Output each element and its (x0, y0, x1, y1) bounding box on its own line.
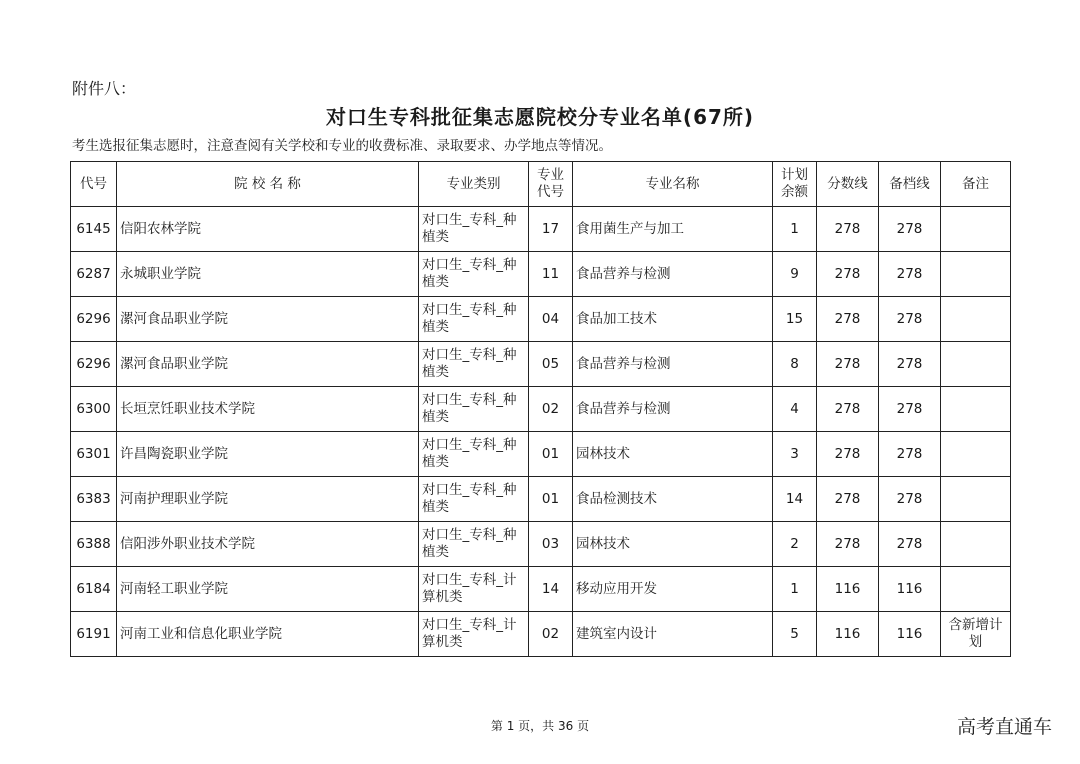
cell-category: 对口生_专科_种植类 (419, 387, 529, 432)
cell-major-code: 01 (529, 432, 573, 477)
cell-major-code: 04 (529, 297, 573, 342)
cell-school: 许昌陶瓷职业学院 (117, 432, 419, 477)
table-row (71, 612, 1011, 657)
cell-file-line: 278 (879, 207, 941, 252)
cell-remark (941, 522, 1011, 567)
cell-category: 对口生_专科_种植类 (419, 297, 529, 342)
cell-code: 6296 (71, 297, 117, 342)
cell-school: 漯河食品职业学院 (117, 342, 419, 387)
col-header-major-name: 专业名称 (573, 162, 773, 207)
table-header-row (71, 162, 1011, 207)
cell-major-name: 食品营养与检测 (573, 342, 773, 387)
cell-category: 对口生_专科_种植类 (419, 342, 529, 387)
cell-remaining: 8 (773, 342, 817, 387)
cell-code: 6191 (71, 612, 117, 657)
cell-remark (941, 477, 1011, 522)
cell-major-code: 02 (529, 387, 573, 432)
cell-score: 116 (817, 612, 879, 657)
cell-score: 278 (817, 207, 879, 252)
cell-code: 6388 (71, 522, 117, 567)
cell-major-code: 02 (529, 612, 573, 657)
cell-file-line: 278 (879, 342, 941, 387)
table-row (71, 342, 1011, 387)
cell-major-name: 园林技术 (573, 522, 773, 567)
cell-school: 长垣烹饪职业技术学院 (117, 387, 419, 432)
cell-major-name: 食用菌生产与加工 (573, 207, 773, 252)
table-row (71, 387, 1011, 432)
cell-remaining: 5 (773, 612, 817, 657)
table-row (71, 477, 1011, 522)
cell-code: 6287 (71, 252, 117, 297)
cell-file-line: 278 (879, 432, 941, 477)
brand-watermark-text: 高考直通车 (956, 716, 1052, 738)
cell-major-name: 园林技术 (573, 432, 773, 477)
cell-remark (941, 567, 1011, 612)
cell-major-code: 11 (529, 252, 573, 297)
cell-score: 278 (817, 432, 879, 477)
cell-code: 6184 (71, 567, 117, 612)
cell-category: 对口生_专科_种植类 (419, 522, 529, 567)
document-title: 对口生专科批征集志愿院校分专业名单(67所) (325, 105, 755, 129)
cell-code: 6145 (71, 207, 117, 252)
cell-remark (941, 432, 1011, 477)
cell-score: 278 (817, 297, 879, 342)
cell-school: 河南轻工职业学院 (117, 567, 419, 612)
col-header-remaining: 计划余额 (773, 162, 817, 207)
cell-major-code: 17 (529, 207, 573, 252)
cell-major-code: 01 (529, 477, 573, 522)
cell-score: 278 (817, 522, 879, 567)
cell-score: 278 (817, 342, 879, 387)
cell-school: 河南工业和信息化职业学院 (117, 612, 419, 657)
col-header-file-line: 备档线 (879, 162, 941, 207)
cell-major-name: 食品营养与检测 (573, 387, 773, 432)
cell-remark (941, 207, 1011, 252)
cell-school: 漯河食品职业学院 (117, 297, 419, 342)
cell-remaining: 1 (773, 207, 817, 252)
instruction-note: 考生选报征集志愿时，注意查阅有关学校和专业的收费标准、录取要求、办学地点等情况。 (72, 138, 612, 154)
cell-remaining: 9 (773, 252, 817, 297)
cell-category: 对口生_专科_计算机类 (419, 612, 529, 657)
cell-major-code: 05 (529, 342, 573, 387)
cell-file-line: 116 (879, 612, 941, 657)
cell-remaining: 3 (773, 432, 817, 477)
cell-remaining: 4 (773, 387, 817, 432)
cell-major-name: 建筑室内设计 (573, 612, 773, 657)
cell-category: 对口生_专科_种植类 (419, 207, 529, 252)
cell-major-code: 14 (529, 567, 573, 612)
col-header-remark: 备注 (941, 162, 1011, 207)
cell-code: 6383 (71, 477, 117, 522)
cell-school: 河南护理职业学院 (117, 477, 419, 522)
cell-remaining: 14 (773, 477, 817, 522)
cell-remark (941, 252, 1011, 297)
school-major-table (70, 161, 1011, 657)
cell-score: 278 (817, 477, 879, 522)
cell-school: 信阳涉外职业技术学院 (117, 522, 419, 567)
cell-remaining: 15 (773, 297, 817, 342)
cell-category: 对口生_专科_种植类 (419, 252, 529, 297)
cell-category: 对口生_专科_种植类 (419, 477, 529, 522)
cell-file-line: 116 (879, 567, 941, 612)
cell-remark (941, 342, 1011, 387)
cell-category: 对口生_专科_种植类 (419, 432, 529, 477)
col-header-school: 院 校 名 称 (117, 162, 419, 207)
col-header-score: 分数线 (817, 162, 879, 207)
col-header-major-code: 专业代号 (529, 162, 573, 207)
attachment-label: 附件八： (72, 79, 137, 98)
cell-school: 永城职业学院 (117, 252, 419, 297)
cell-major-name: 食品检测技术 (573, 477, 773, 522)
cell-code: 6300 (71, 387, 117, 432)
cell-score: 278 (817, 252, 879, 297)
table-row (71, 522, 1011, 567)
table-row (71, 297, 1011, 342)
cell-file-line: 278 (879, 522, 941, 567)
table-row (71, 207, 1011, 252)
cell-code: 6296 (71, 342, 117, 387)
cell-school: 信阳农林学院 (117, 207, 419, 252)
cell-remaining: 1 (773, 567, 817, 612)
table-row (71, 567, 1011, 612)
cell-score: 278 (817, 387, 879, 432)
cell-file-line: 278 (879, 387, 941, 432)
col-header-category: 专业类别 (419, 162, 529, 207)
cell-major-name: 移动应用开发 (573, 567, 773, 612)
cell-major-name: 食品营养与检测 (573, 252, 773, 297)
cell-remark (941, 297, 1011, 342)
page-number: 第 1 页，共 36 页 (490, 719, 590, 733)
cell-code: 6301 (71, 432, 117, 477)
cell-remark (941, 387, 1011, 432)
table-row (71, 432, 1011, 477)
cell-remark: 含新增计划 (941, 612, 1011, 657)
table-row (71, 252, 1011, 297)
cell-file-line: 278 (879, 477, 941, 522)
cell-file-line: 278 (879, 252, 941, 297)
cell-major-code: 03 (529, 522, 573, 567)
cell-score: 116 (817, 567, 879, 612)
cell-remaining: 2 (773, 522, 817, 567)
col-header-code: 代号 (71, 162, 117, 207)
cell-category: 对口生_专科_计算机类 (419, 567, 529, 612)
cell-file-line: 278 (879, 297, 941, 342)
cell-major-name: 食品加工技术 (573, 297, 773, 342)
